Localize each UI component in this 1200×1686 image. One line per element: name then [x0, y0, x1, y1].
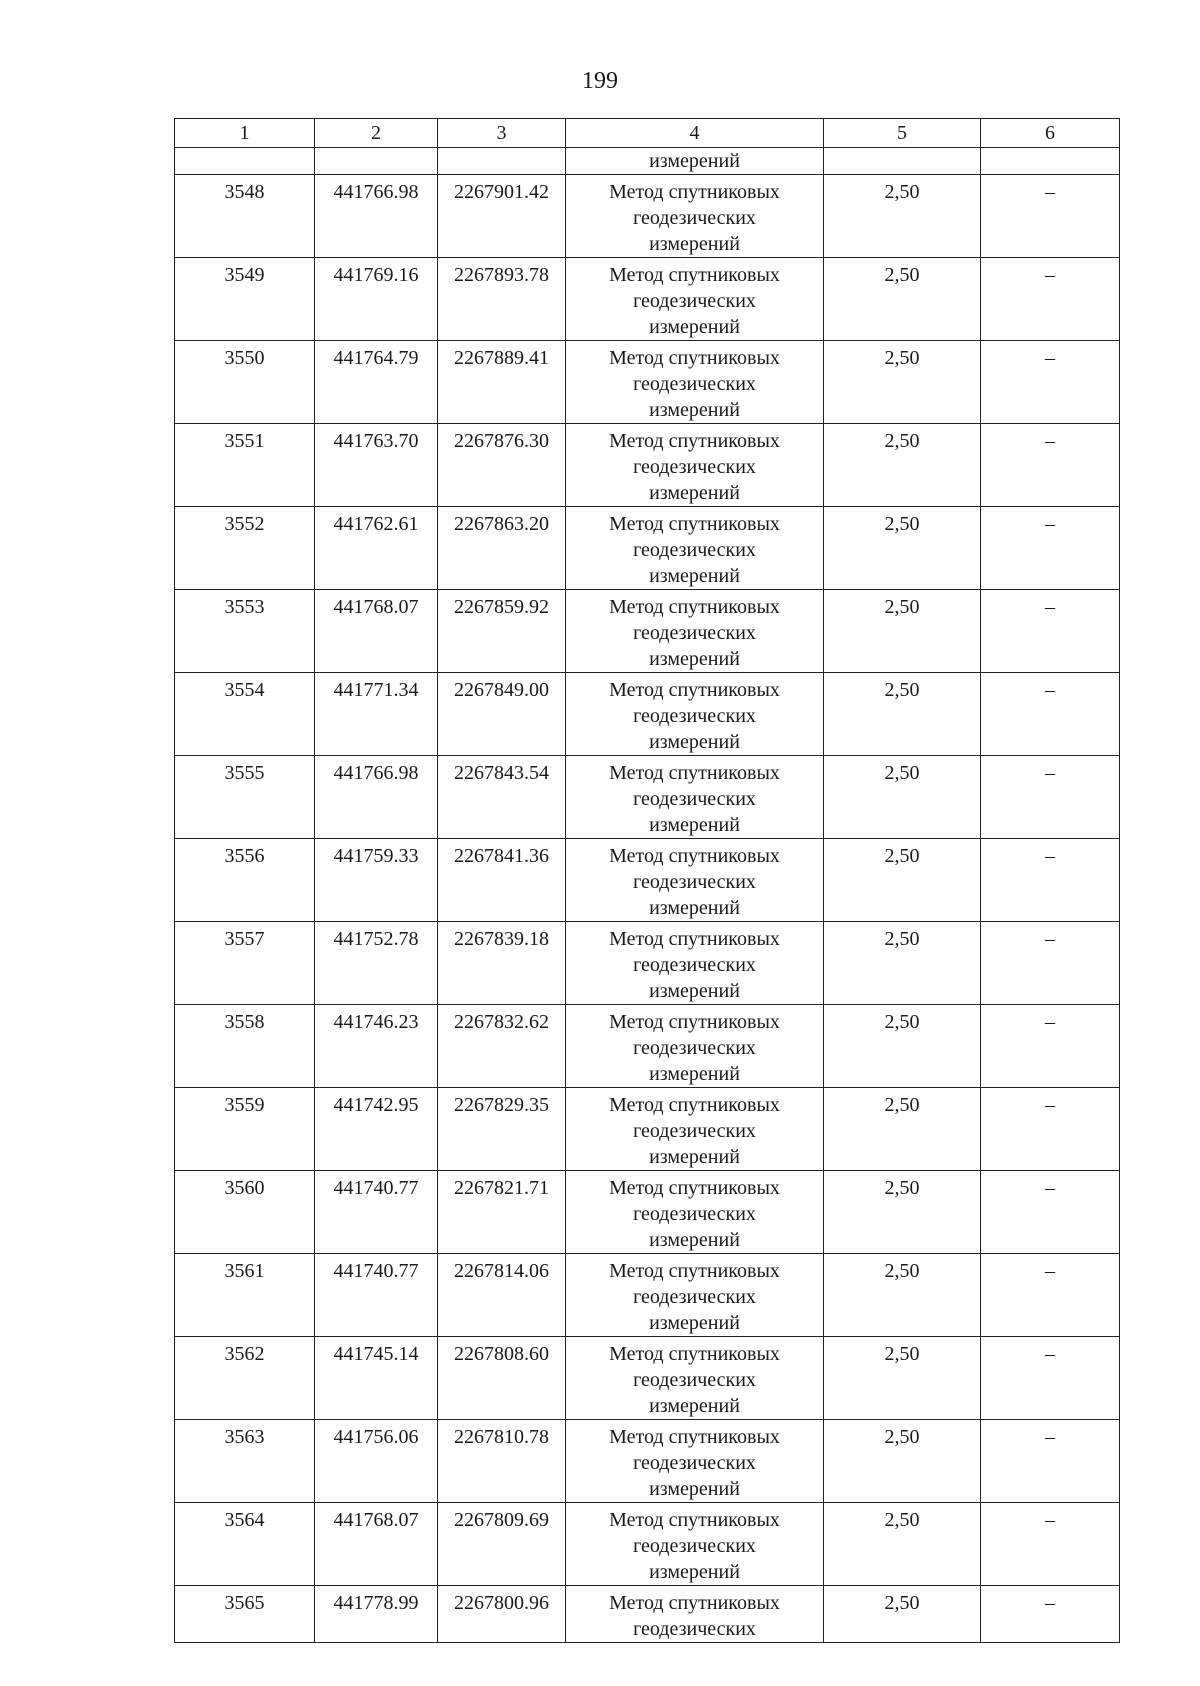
method-cell — [566, 424, 824, 507]
method-line: Метод спутниковых — [609, 1094, 780, 1116]
point-number-cell: 3556 — [175, 839, 315, 922]
method-cell — [566, 341, 824, 424]
method-cell — [566, 507, 824, 590]
method-line: геодезических — [633, 1535, 756, 1557]
point-number-cell: 3554 — [175, 673, 315, 756]
y-coordinate-cell: 2267809.69 — [438, 1503, 566, 1586]
point-number-cell: 3562 — [175, 1337, 315, 1420]
x-coordinate-cell: 441746.23 — [315, 1005, 438, 1088]
y-coordinate-cell: 2267800.96 — [438, 1586, 566, 1643]
accuracy-cell: 2,50 — [824, 1005, 981, 1088]
continuation-method-cell: измерений — [566, 148, 824, 175]
method-cell — [566, 673, 824, 756]
header-cell: 2 — [315, 119, 438, 148]
accuracy-cell: 2,50 — [824, 175, 981, 258]
table-row — [175, 1254, 1120, 1337]
point-number-cell: 3551 — [175, 424, 315, 507]
y-coordinate-cell: 2267810.78 — [438, 1420, 566, 1503]
accuracy-cell: 2,50 — [824, 673, 981, 756]
method-line: геодезических — [633, 456, 756, 478]
point-number-cell: 3550 — [175, 341, 315, 424]
method-line: геодезических — [633, 705, 756, 727]
table-row — [175, 1171, 1120, 1254]
note-cell: – — [981, 1420, 1120, 1503]
empty-cell — [315, 148, 438, 175]
accuracy-cell: 2,50 — [824, 1254, 981, 1337]
x-coordinate-cell: 441740.77 — [315, 1171, 438, 1254]
method-line: Метод спутниковых — [609, 264, 780, 286]
table-row — [175, 341, 1120, 424]
x-coordinate-cell: 441769.16 — [315, 258, 438, 341]
note-cell: – — [981, 507, 1120, 590]
method-line: Метод спутниковых — [609, 596, 780, 618]
method-line: измерений — [649, 1561, 740, 1583]
method-line: измерений — [649, 1063, 740, 1085]
method-line: Метод спутниковых — [609, 679, 780, 701]
table-row — [175, 175, 1120, 258]
method-cell — [566, 590, 824, 673]
y-coordinate-cell: 2267808.60 — [438, 1337, 566, 1420]
empty-cell — [824, 148, 981, 175]
method-line: Метод спутниковых — [609, 762, 780, 784]
table-row — [175, 258, 1120, 341]
x-coordinate-cell: 441762.61 — [315, 507, 438, 590]
y-coordinate-cell: 2267832.62 — [438, 1005, 566, 1088]
note-cell: – — [981, 258, 1120, 341]
note-cell: – — [981, 756, 1120, 839]
method-cell — [566, 1337, 824, 1420]
note-cell: – — [981, 839, 1120, 922]
method-line: геодезических — [633, 1037, 756, 1059]
point-number-cell: 3561 — [175, 1254, 315, 1337]
note-cell: – — [981, 1005, 1120, 1088]
table-row — [175, 507, 1120, 590]
method-line: измерений — [649, 897, 740, 919]
method-line: геодезических — [633, 788, 756, 810]
method-line: геодезических — [633, 1286, 756, 1308]
x-coordinate-cell: 441763.70 — [315, 424, 438, 507]
x-coordinate-cell: 441759.33 — [315, 839, 438, 922]
y-coordinate-cell: 2267829.35 — [438, 1088, 566, 1171]
empty-cell — [175, 148, 315, 175]
y-coordinate-cell: 2267876.30 — [438, 424, 566, 507]
point-number-cell: 3557 — [175, 922, 315, 1005]
y-coordinate-cell: 2267839.18 — [438, 922, 566, 1005]
table-row — [175, 1586, 1120, 1643]
y-coordinate-cell: 2267859.92 — [438, 590, 566, 673]
table-row — [175, 1503, 1120, 1586]
method-line: измерений — [649, 565, 740, 587]
continuation-row — [175, 148, 1120, 175]
note-cell: – — [981, 424, 1120, 507]
empty-cell — [438, 148, 566, 175]
y-coordinate-cell: 2267843.54 — [438, 756, 566, 839]
note-cell: – — [981, 1337, 1120, 1420]
method-line: Метод спутниковых — [609, 928, 780, 950]
point-number-cell: 3558 — [175, 1005, 315, 1088]
x-coordinate-cell: 441764.79 — [315, 341, 438, 424]
point-number-cell: 3564 — [175, 1503, 315, 1586]
x-coordinate-cell: 441740.77 — [315, 1254, 438, 1337]
point-number-cell: 3559 — [175, 1088, 315, 1171]
table-row — [175, 673, 1120, 756]
method-line: Метод спутниковых — [609, 347, 780, 369]
method-cell — [566, 839, 824, 922]
method-cell — [566, 1420, 824, 1503]
x-coordinate-cell: 441756.06 — [315, 1420, 438, 1503]
y-coordinate-cell: 2267814.06 — [438, 1254, 566, 1337]
x-coordinate-cell: 441752.78 — [315, 922, 438, 1005]
method-line: измерений — [649, 1229, 740, 1251]
point-number-cell: 3560 — [175, 1171, 315, 1254]
accuracy-cell: 2,50 — [824, 507, 981, 590]
method-line: Метод спутниковых — [609, 1426, 780, 1448]
method-line: измерений — [649, 1312, 740, 1334]
point-number-cell: 3555 — [175, 756, 315, 839]
method-line: измерений — [649, 1395, 740, 1417]
accuracy-cell: 2,50 — [824, 341, 981, 424]
point-number-cell: 3563 — [175, 1420, 315, 1503]
method-cell — [566, 1088, 824, 1171]
method-line: измерений — [649, 1146, 740, 1168]
accuracy-cell: 2,50 — [824, 1586, 981, 1643]
method-line: Метод спутниковых — [609, 1177, 780, 1199]
method-cell — [566, 756, 824, 839]
method-line: геодезических — [633, 207, 756, 229]
accuracy-cell: 2,50 — [824, 839, 981, 922]
method-line: измерений — [649, 1478, 740, 1500]
y-coordinate-cell: 2267863.20 — [438, 507, 566, 590]
method-cell — [566, 922, 824, 1005]
table-row — [175, 756, 1120, 839]
note-cell: – — [981, 673, 1120, 756]
table-row — [175, 839, 1120, 922]
note-cell: – — [981, 1088, 1120, 1171]
empty-cell — [981, 148, 1120, 175]
header-cell: 1 — [175, 119, 315, 148]
table-row — [175, 1005, 1120, 1088]
method-line: Метод спутниковых — [609, 513, 780, 535]
method-line: геодезических — [633, 622, 756, 644]
accuracy-cell: 2,50 — [824, 590, 981, 673]
method-line: геодезических — [633, 290, 756, 312]
accuracy-cell: 2,50 — [824, 1337, 981, 1420]
method-line: измерений — [649, 233, 740, 255]
method-line: геодезических — [633, 1452, 756, 1474]
point-number-cell: 3565 — [175, 1586, 315, 1643]
accuracy-cell: 2,50 — [824, 258, 981, 341]
table-row — [175, 1337, 1120, 1420]
header-cell: 5 — [824, 119, 981, 148]
y-coordinate-cell: 2267821.71 — [438, 1171, 566, 1254]
x-coordinate-cell: 441768.07 — [315, 590, 438, 673]
y-coordinate-cell: 2267893.78 — [438, 258, 566, 341]
method-line: геодезических — [633, 1369, 756, 1391]
coordinates-table — [174, 118, 1120, 1643]
method-line: измерений — [649, 399, 740, 421]
method-line: измерений — [649, 814, 740, 836]
method-line: измерений — [649, 648, 740, 670]
x-coordinate-cell: 441778.99 — [315, 1586, 438, 1643]
x-coordinate-cell: 441771.34 — [315, 673, 438, 756]
method-line: измерений — [649, 316, 740, 338]
method-cell — [566, 1171, 824, 1254]
method-cell — [566, 1005, 824, 1088]
accuracy-cell: 2,50 — [824, 1503, 981, 1586]
method-line: Метод спутниковых — [609, 430, 780, 452]
method-line: измерений — [649, 482, 740, 504]
x-coordinate-cell: 441742.95 — [315, 1088, 438, 1171]
note-cell: – — [981, 590, 1120, 673]
y-coordinate-cell: 2267901.42 — [438, 175, 566, 258]
header-cell: 4 — [566, 119, 824, 148]
method-cell — [566, 1254, 824, 1337]
x-coordinate-cell: 441766.98 — [315, 175, 438, 258]
x-coordinate-cell: 441745.14 — [315, 1337, 438, 1420]
point-number-cell: 3552 — [175, 507, 315, 590]
note-cell: – — [981, 1586, 1120, 1643]
method-cell — [566, 175, 824, 258]
header-cell: 6 — [981, 119, 1120, 148]
method-line: Метод спутниковых — [609, 1011, 780, 1033]
method-line: Метод спутниковых — [609, 181, 780, 203]
accuracy-cell: 2,50 — [824, 922, 981, 1005]
table-row — [175, 922, 1120, 1005]
method-line: геодезических — [633, 539, 756, 561]
method-cell — [566, 1503, 824, 1586]
note-cell: – — [981, 175, 1120, 258]
accuracy-cell: 2,50 — [824, 1088, 981, 1171]
accuracy-cell: 2,50 — [824, 1171, 981, 1254]
accuracy-cell: 2,50 — [824, 756, 981, 839]
method-cell — [566, 1586, 824, 1643]
note-cell: – — [981, 922, 1120, 1005]
table-row — [175, 590, 1120, 673]
method-line: Метод спутниковых — [609, 1260, 780, 1282]
method-line: измерений — [649, 980, 740, 1002]
note-cell: – — [981, 1254, 1120, 1337]
note-cell: – — [981, 1171, 1120, 1254]
note-cell: – — [981, 1503, 1120, 1586]
method-line: Метод спутниковых — [609, 1509, 780, 1531]
method-line: геодезических — [633, 1203, 756, 1225]
table-header-row — [175, 119, 1120, 148]
table-row — [175, 424, 1120, 507]
point-number-cell: 3549 — [175, 258, 315, 341]
point-number-cell: 3553 — [175, 590, 315, 673]
note-cell: – — [981, 341, 1120, 424]
accuracy-cell: 2,50 — [824, 424, 981, 507]
page-number: 199 — [582, 68, 618, 94]
table-row — [175, 1088, 1120, 1171]
method-line: Метод спутниковых — [609, 1343, 780, 1365]
accuracy-cell: 2,50 — [824, 1420, 981, 1503]
method-line: Метод спутниковых — [609, 1592, 780, 1614]
method-line: геодезических — [633, 871, 756, 893]
method-line: Метод спутниковых — [609, 845, 780, 867]
table-row — [175, 1420, 1120, 1503]
method-line: геодезических — [633, 1618, 756, 1640]
x-coordinate-cell: 441768.07 — [315, 1503, 438, 1586]
header-cell: 3 — [438, 119, 566, 148]
method-line: геодезических — [633, 1120, 756, 1142]
method-cell — [566, 258, 824, 341]
method-line: измерений — [649, 731, 740, 753]
y-coordinate-cell: 2267849.00 — [438, 673, 566, 756]
y-coordinate-cell: 2267889.41 — [438, 341, 566, 424]
method-line: геодезических — [633, 373, 756, 395]
method-line: геодезических — [633, 954, 756, 976]
point-number-cell: 3548 — [175, 175, 315, 258]
y-coordinate-cell: 2267841.36 — [438, 839, 566, 922]
x-coordinate-cell: 441766.98 — [315, 756, 438, 839]
